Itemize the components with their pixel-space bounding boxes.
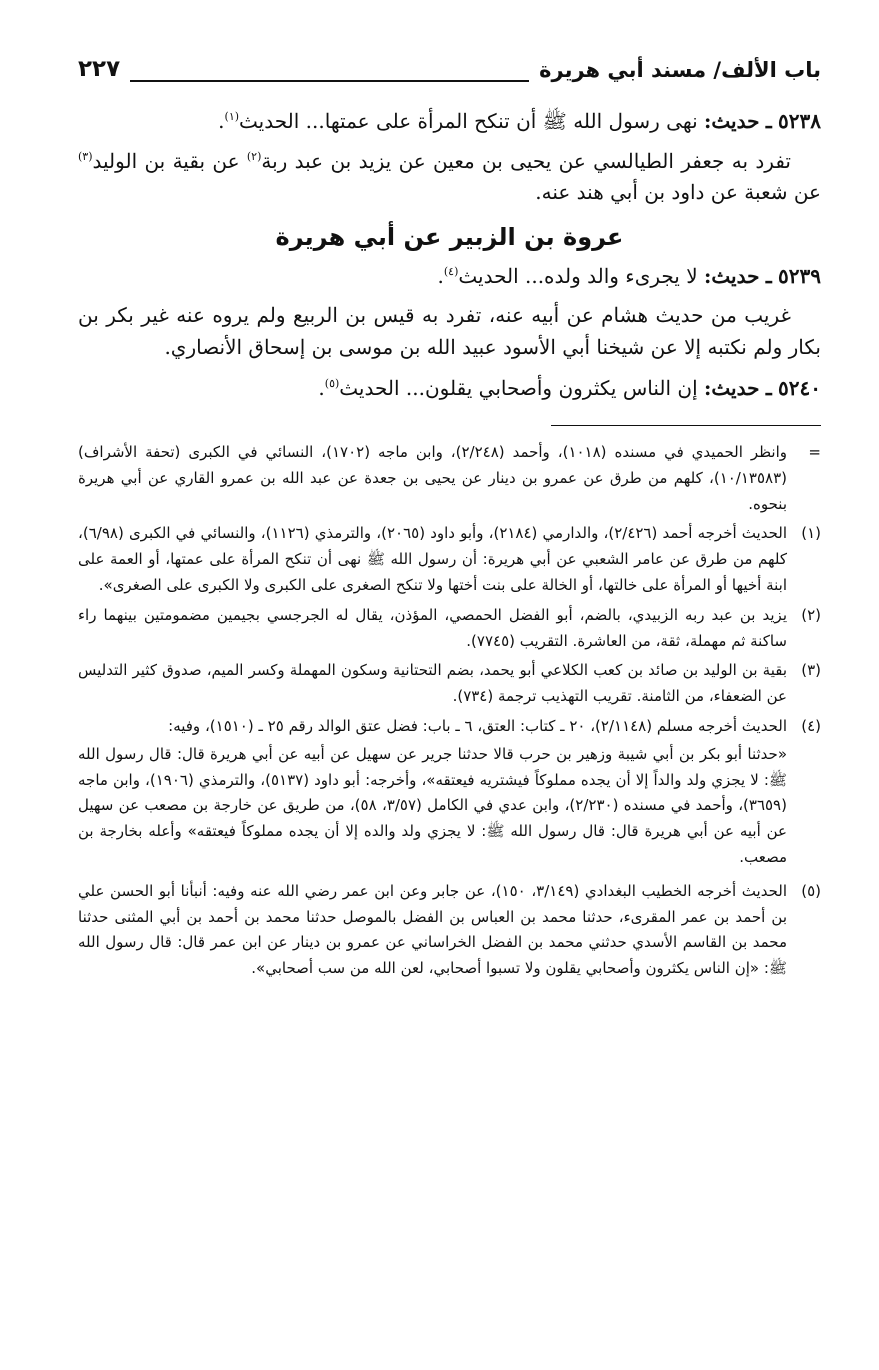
footnote-ref: (٤) <box>443 264 459 278</box>
footnote-ref: (١) <box>224 110 240 123</box>
commentary-5238 <box>78 146 821 209</box>
footnote-marker: = <box>808 443 821 462</box>
commentary-5239: غريب من حديث هشام عن أبيه عنه، تفرد به قيس بن الربيع ولم يروه عنه غير بكر بن بكار ولم نكتبه إلا عن شيخنا أبي الأسود عبيد الله بن موسى بن إسحاق الأنصاري. <box>78 303 821 359</box>
footnote-text: الحديث أخرجه مسلم (٢/١١٤٨)، ٢٠ ـ كتاب: العتق، ٦ ـ باب: فضل عتق الوالد رقم ٢٥ ـ (١٥١٠)، وفيه: <box>168 717 787 736</box>
footnote-body <box>78 714 787 875</box>
footnote-text: الحديث أخرجه الخطيب البغدادي (٣/١٤٩، ١٥٠)، عن جابر وعن ابن عمر رضي الله عنه وفيه: أنبأنا أبو الحسن علي بن أحمد بن عمر المقرىء، حدثنا محمد بن العباس بن الفضل بالموصل حدثنا محمد بن أحمد بن أبي المثنى حدثنا محمد بن القاسم الأسدي حدثني محمد بن الفضل الخراساني عن عمرو بن دينار عن ابن عمر قال: قال رسول الله ﷺ: «إن الناس يكثرون وأصحابي يقلون ولا تسبوا أصحابي، لعن الله من سب أصحابي». <box>78 881 787 978</box>
running-header <box>78 34 821 82</box>
hadith-label: حديث: <box>704 376 760 401</box>
footnote-ref: (٢) <box>246 149 262 163</box>
hadith-text: لا يجرىء والد ولده... الحديث <box>458 263 698 288</box>
hadith-5238 <box>78 106 821 138</box>
commentary-part-2: عن بقية بن الوليد <box>92 148 240 173</box>
footnote-5 <box>78 879 821 982</box>
hadith-dash: ـ <box>765 376 772 401</box>
footnote-marker: (٥) <box>801 881 821 900</box>
hadith-dash: ـ <box>765 263 772 288</box>
hadith-end: . <box>318 376 325 401</box>
page-number: ٢٢٧ <box>78 56 121 82</box>
hadith-5239 <box>78 261 821 293</box>
hadith-label: حديث: <box>704 109 760 133</box>
header-rule <box>130 66 529 82</box>
footnote-3 <box>78 658 821 710</box>
footnote-marker: (٤) <box>801 717 821 736</box>
commentary-part-1: تفرد به جعفر الطيالسي عن يحيى بن معين عن يزيد بن عبد ربة <box>261 148 791 173</box>
footnote-text: بقية بن الوليد بن صائد بن كعب الكلاعي أبو يحمد، بضم التحتانية وسكون المهملة وكسر الميم، صدوق كثير التدليس عن الضعفاء، من الثامنة. تقريب التهذيب ترجمة (٧٣٤). <box>78 661 787 706</box>
footnote-marker: (٣) <box>801 661 821 680</box>
hadith-end: . <box>437 263 444 288</box>
hadith-label: حديث: <box>704 263 760 288</box>
footnote-ref: (٣) <box>78 149 93 163</box>
footnote-ref: (٥) <box>324 377 340 391</box>
main-text <box>78 106 821 405</box>
footnotes <box>78 440 821 982</box>
footnote-text: يزيد بن عبد ربه الزبيدي، بالضم، أبو الفضل الحمصي، المؤذن، يقال له الجرجسي بجيمين مضمومتين بينهما راء ساكنة ثم مهملة، ثقة، من العاشرة. التقريب (٧٧٤٥). <box>78 605 787 650</box>
chapter-title: باب الألف/ مسند أبي هريرة <box>539 58 821 82</box>
footnote-separator <box>551 425 821 426</box>
hadith-end: . <box>218 109 225 133</box>
footnote-2 <box>78 603 821 655</box>
footnote-quote: «حدثنا أبو بكر بن أبي شيبة وزهير بن حرب قالا حدثنا جرير عن سهيل عن أبيه عن أبي هريرة قال: قال رسول الله ﷺ: لا يجزي ولد والداً إلا أن يجده مملوكاً فيشتريه فيعتقه»، وأخرجه: أبو داود (٥١٣٧)، والترمذي (١٩٠٦)، وابن ماجه (٣٦٥٩)، وأحمد في مسنده (٢/٢٣٠)، وابن عدي في الكامل (٣/٥٧، ٥٨)، من طريق عن خارجة بن مصعب عن سهيل عن أبيه عن أبي هريرة قال: قال رسول الله ﷺ: لا يجزي ولد والده إلا أن يجده مملوكاً فيعتقه» وأعله بخارجة بن مصعب. <box>78 744 787 867</box>
section-title: عروة بن الزبير عن أبي هريرة <box>275 222 624 251</box>
footnote-marker: (٢) <box>801 605 821 624</box>
footnote-text: الحديث أخرجه أحمد (٢/٤٢٦)، والدارمي (٢١٨٤)، وأبو داود (٢٠٦٥)، والترمذي (١١٢٦)، والنسائي في الكبرى (٦/٩٨)، كلهم من طرق عن عامر الشعبي عن أبي هريرة: أن رسول الله ﷺ نهى أن تنكح المرأة على عمتها، أو العمة على ابنة أخيها أو المرأة على خالتها، أو الخالة على بنت أختها ولا تنكح الصغرى على الكبرى ولا الكبرى على الصغرى». <box>78 524 787 595</box>
commentary-part-3: عن شعبة عن داود بن أبي هند عنه. <box>535 180 821 205</box>
footnote-text: وانظر الحميدي في مسنده (١٠١٨)، وأحمد (٢/٢٤٨)، وابن ماجه (١٧٠٢)، النسائي في الكبرى (تحفة الأشراف) (١٠/١٣٥٨٣)، كلهم من طرق عن عمرو بن دينار عن يحيى بن جعدة عن عبد الله بن عمرو القاري عن أبي هريرة بنحوه. <box>78 443 788 513</box>
hadith-dash: ـ <box>765 109 772 133</box>
hadith-number: ٥٢٣٨ <box>778 109 821 133</box>
footnote-1 <box>78 521 821 598</box>
hadith-number: ٥٢٤٠ <box>778 376 821 401</box>
footnote-continuation <box>78 440 821 517</box>
hadith-text: نهى رسول الله ﷺ أن تنكح المرأة على عمتها... الحديث <box>239 109 698 133</box>
footnote-4 <box>78 714 821 875</box>
hadith-5240 <box>78 373 821 405</box>
hadith-number: ٥٢٣٩ <box>778 263 821 288</box>
footnote-marker: (١) <box>801 524 821 543</box>
hadith-text: إن الناس يكثرون وأصحابي يقلون... الحديث <box>339 376 698 401</box>
